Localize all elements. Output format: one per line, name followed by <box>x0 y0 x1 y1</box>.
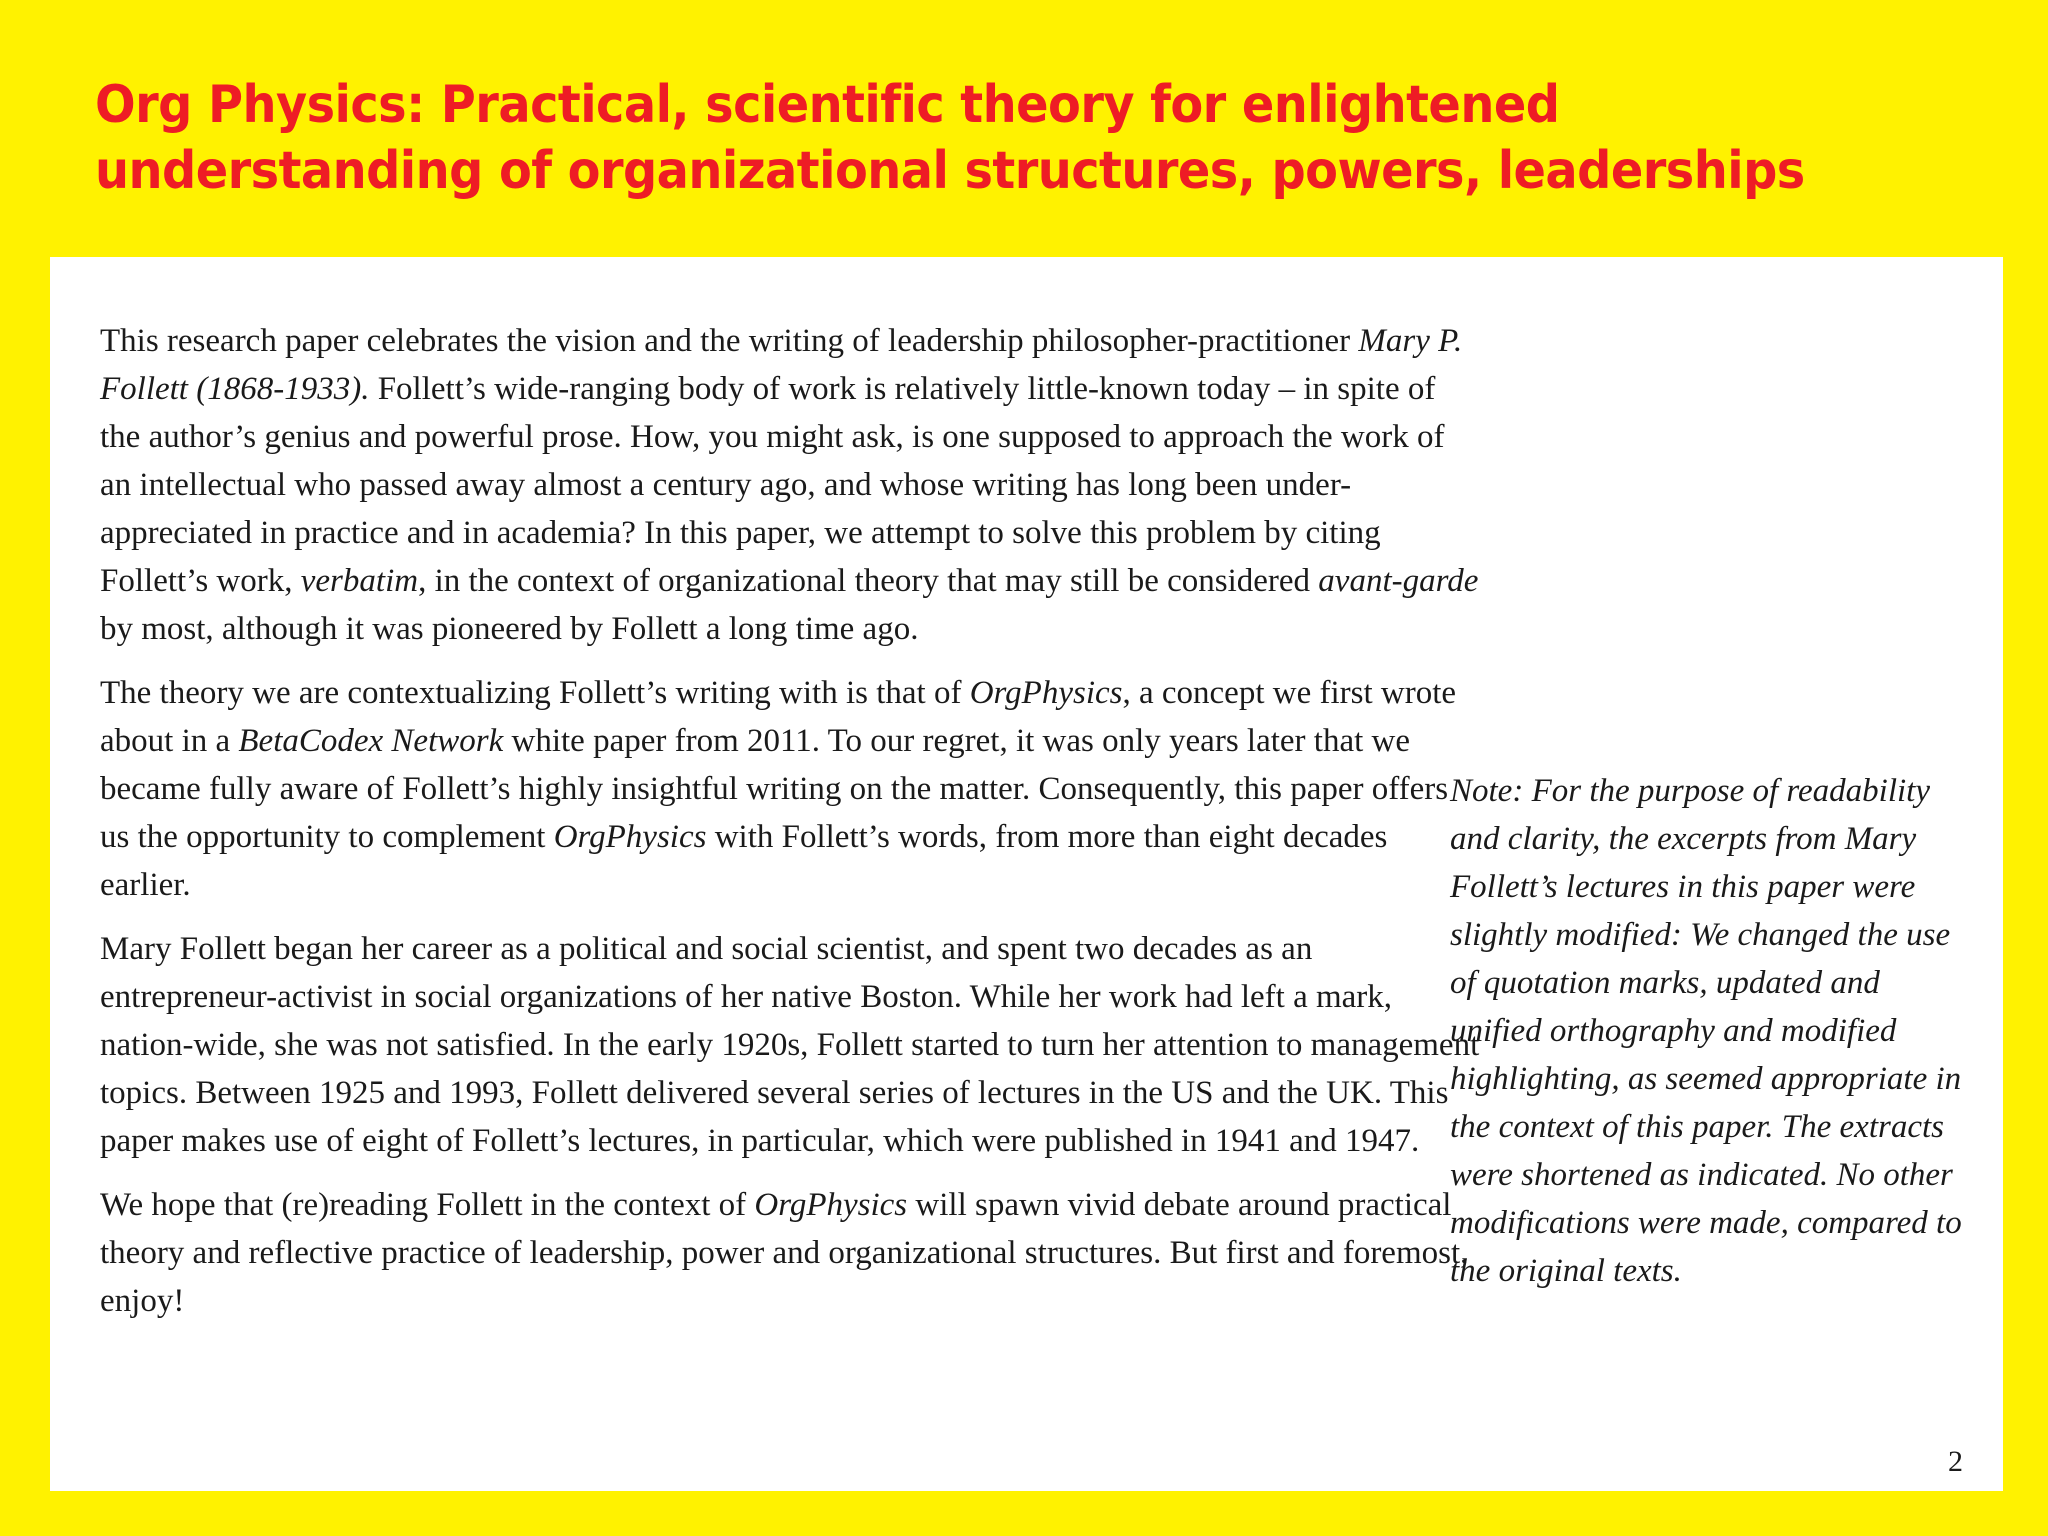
paragraph-emphasis: avant-garde <box>1318 563 1479 599</box>
paragraph-text: will spawn vivid debate around practical theory and reflective practice of leadership, power and organizational structures. But first and foremost, enjoy! <box>100 1187 1469 1319</box>
paragraph-emphasis: OrgPhysics <box>969 675 1123 711</box>
page-title-line-2: understanding of organizational structures, powers, leaderships <box>95 141 1805 201</box>
paragraph-text: We hope that (re)reading Follett in the context of <box>100 1187 755 1223</box>
paragraph-text: by most, although it was pioneered by Follett a long time ago. <box>100 611 919 647</box>
page-title <box>95 72 1843 204</box>
sidebar-note: Note: For the purpose of readability and clarity, the excerpts from Mary Follett’s lectures in this paper were slightly modified: We changed the use of quotation marks, updated and unified orthography and modified highlighting, as seemed appropriate in the context of this paper. The extracts were shortened as indicated. No other modifications were made, compared to the original texts. <box>1450 773 1962 1289</box>
paragraph-theory <box>100 669 1480 909</box>
paragraph-text: , a concept we first wrote about in a <box>100 675 1457 759</box>
paragraph-emphasis: OrgPhysics <box>754 1187 908 1223</box>
paragraph-text: white paper from 2011. To our regret, it was only years later that we became fully aware of Follett’s highly insightful writing on the matter. Consequently, this paper offers us the opportunity to complement <box>100 723 1449 855</box>
paragraph-emphasis: BetaCodex Network <box>238 723 504 759</box>
content-panel <box>50 257 2003 1491</box>
paragraph-intro <box>100 317 1480 653</box>
page-title-line-1: Org Physics: Practical, scientific theory for enlightened <box>95 75 1560 135</box>
paragraph-closing <box>100 1181 1480 1325</box>
paragraph-text: , in the context of organizational theory that may still be considered <box>418 563 1319 599</box>
paragraph-text: with Follett’s words, from more than eight decades earlier. <box>100 819 1388 903</box>
paragraph-biography: Mary Follett began her career as a political and social scientist, and spent two decades as an entrepreneur-activist in social organizations of her native Boston. While her work had left a mark, nation-wide, she was not satisfied. In the early 1920s, Follett started to turn her attention to management topics. Between 1925 and 1993, Follett delivered several series of lectures in the US and the UK. This paper makes use of eight of Follett’s lectures, in particular, which were published in 1941 and 1947. <box>100 931 1480 1159</box>
paragraph-emphasis: Mary P. Follett (1868-1933). <box>100 323 1463 407</box>
paragraph-emphasis: OrgPhysics <box>553 819 707 855</box>
page-number: 2 <box>1948 1445 1963 1478</box>
paragraph-emphasis: verbatim <box>300 563 419 599</box>
paragraph-text: Follett’s wide-ranging body of work is relatively little-known today – in spite of the author’s genius and powerful prose. How, you might ask, is one supposed to approach the work of an intellectual who passed away almost a century ago, and whose writing has long been under-appreciated in practice and in academia? In this paper, we attempt to solve this problem by citing Follett’s work, <box>100 371 1445 599</box>
paragraph-text: The theory we are contextualizing Follett’s writing with is that of <box>100 675 970 711</box>
paragraph-text: This research paper celebrates the vision and the writing of leadership philosopher-practitioner <box>100 323 1359 359</box>
body-column <box>100 317 1480 1341</box>
